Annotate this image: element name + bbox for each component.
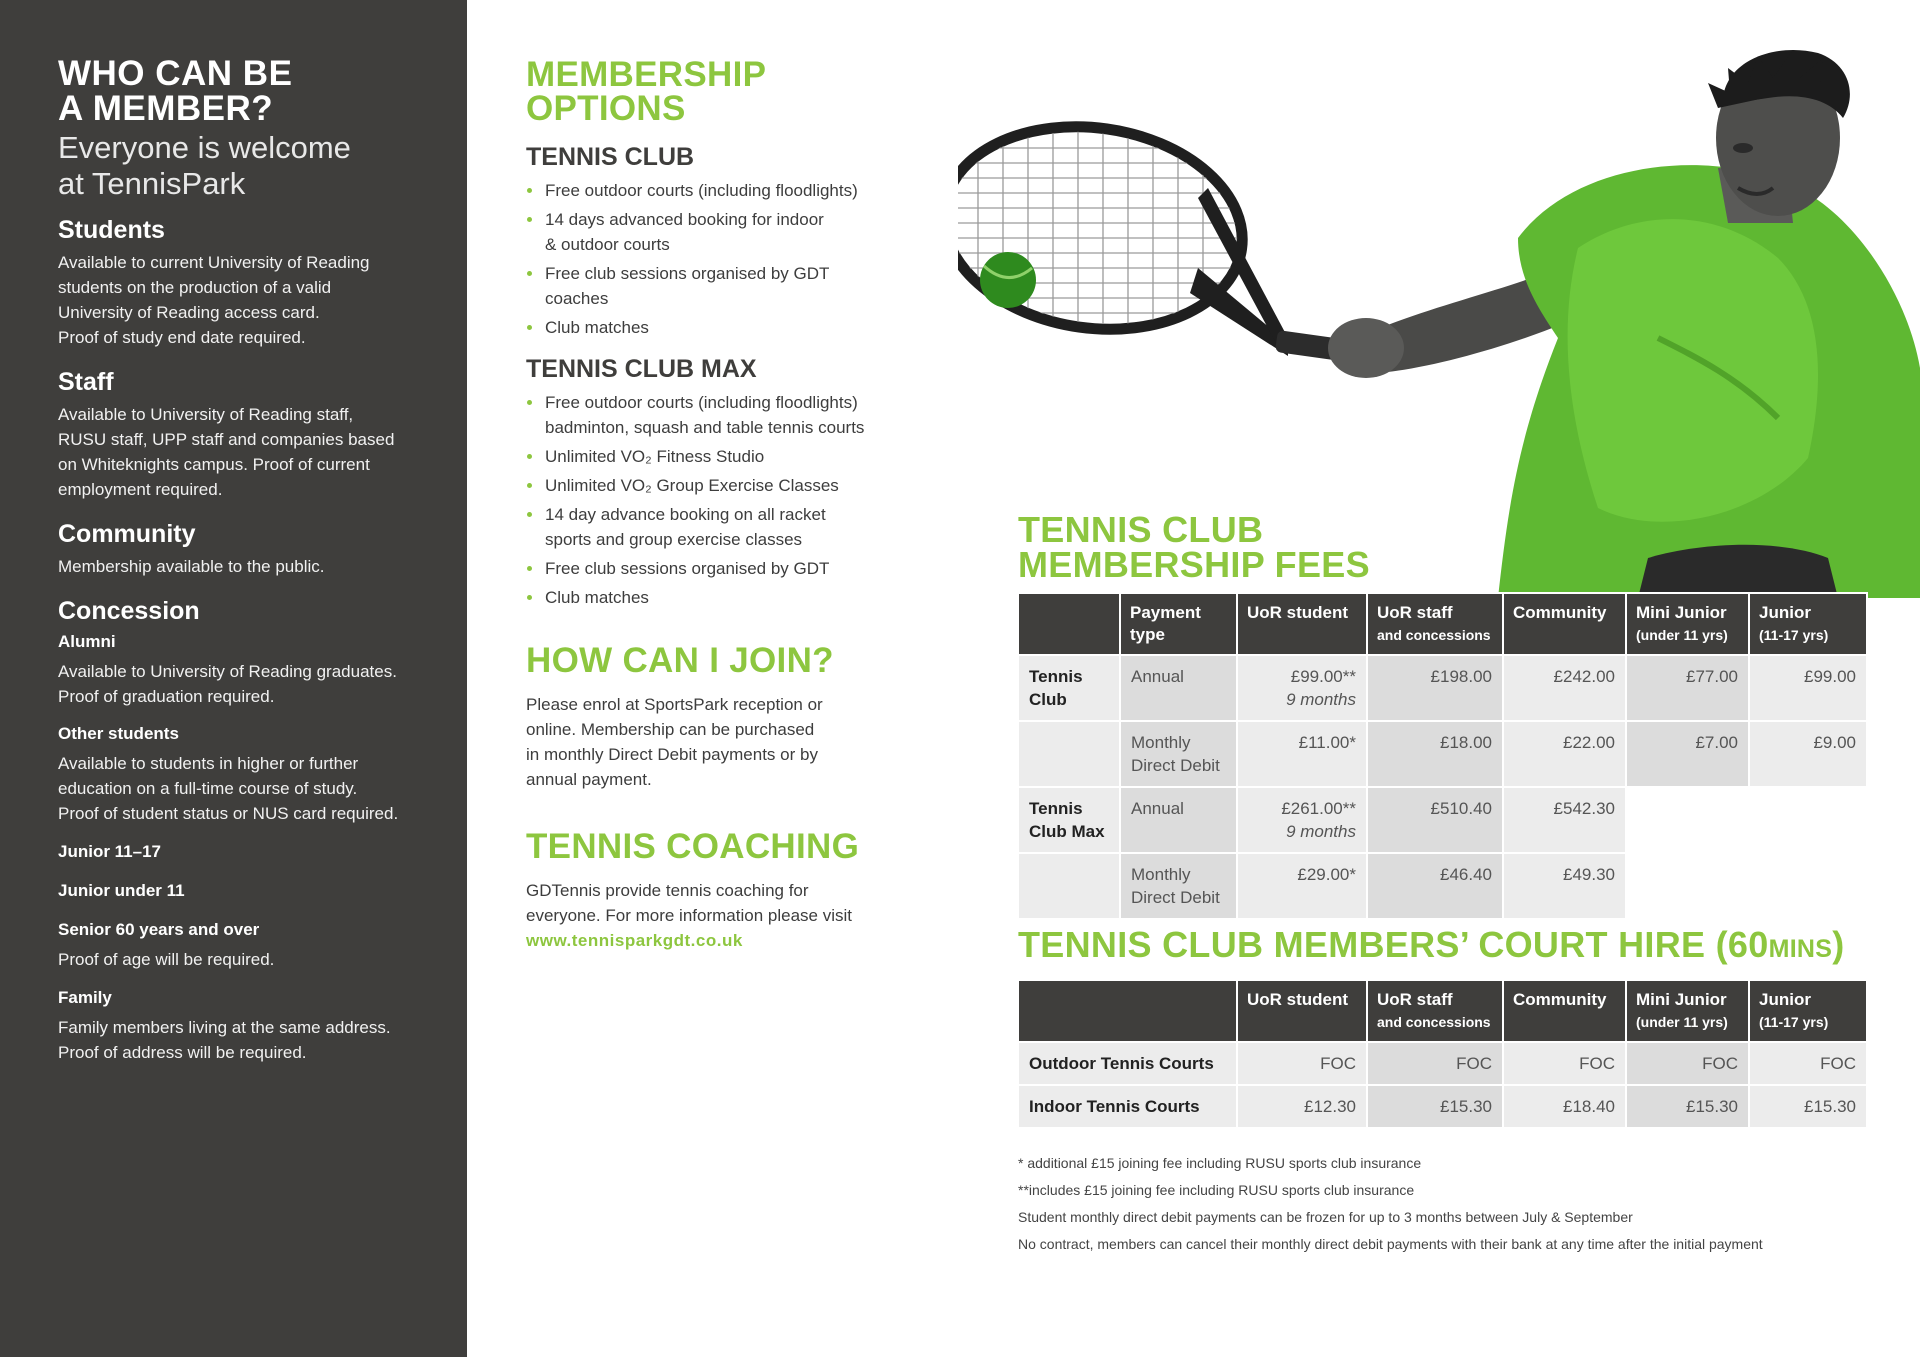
payment-type-line: Monthly <box>1131 865 1191 884</box>
list-item <box>526 390 906 440</box>
students-text <box>58 250 448 350</box>
title-line: MEMBERSHIP FEES <box>1018 544 1370 585</box>
list-item-line: & outdoor courts <box>545 235 670 254</box>
coaching-link-line <box>526 928 906 953</box>
fee-value: £261.00** <box>1281 799 1356 818</box>
column-header <box>1237 980 1367 1042</box>
hire-row <box>1018 1042 1867 1085</box>
sidebar <box>0 0 467 1357</box>
text-line: Available to University of Reading graduates. <box>58 662 397 681</box>
payment-type <box>1120 721 1237 787</box>
concession-heading: Concession <box>58 597 200 625</box>
list-item-line: 14 day advance booking on all racket <box>545 505 826 524</box>
list-item-line: 14 days advanced booking for indoor <box>545 210 824 229</box>
list-item-line: coaches <box>545 289 609 308</box>
community-fee <box>1503 655 1626 721</box>
text-line: Family members living at the same address. <box>58 1018 391 1037</box>
payment-type-line: Direct Debit <box>1131 888 1220 907</box>
junior-fee <box>1749 721 1867 787</box>
list-item <box>526 473 906 498</box>
list-item <box>526 178 906 203</box>
title-line: TENNIS CLUB <box>1018 509 1264 550</box>
row-label <box>1018 721 1120 787</box>
fee-note: 9 months <box>1286 822 1356 841</box>
column-header <box>1120 593 1237 655</box>
footnote: **includes £15 joining fee including RUSU sports club insurance <box>1018 1182 1415 1198</box>
court-hire-title <box>1018 924 1845 966</box>
text-line: on Whiteknights campus. Proof of current <box>58 455 370 474</box>
fee-value: £29.00* <box>1297 865 1356 884</box>
list-item-line: Free club sessions organised by GDT <box>545 559 830 578</box>
junior-under-11-heading: Junior under 11 <box>58 881 185 900</box>
column-header <box>1237 593 1367 655</box>
how-to-join-title: HOW CAN I JOIN? <box>526 641 834 680</box>
text-line: University of Reading access card. <box>58 303 320 322</box>
column-header-sublabel: (under 11 yrs) <box>1636 627 1728 643</box>
tennis-racket-icon <box>958 108 1372 365</box>
fees-header-row <box>1018 593 1867 655</box>
payment-type <box>1120 853 1237 919</box>
column-header <box>1626 980 1749 1042</box>
tennis-ball-icon <box>980 252 1036 308</box>
column-header-label: Mini Junior <box>1636 990 1727 1009</box>
fees-body <box>1018 655 1867 919</box>
text-line: Available to current University of Reading <box>58 253 370 272</box>
community-fee <box>1503 721 1626 787</box>
text-line: Proof of address will be required. <box>58 1043 307 1062</box>
fee-value: £542.30 <box>1553 799 1615 818</box>
sidebar-title-line: WHO CAN BE <box>58 54 293 93</box>
fee-value: £9.00 <box>1813 733 1856 752</box>
uor-staff-fee <box>1367 655 1503 721</box>
column-header-label: Community <box>1513 603 1607 622</box>
fee-value: £18.00 <box>1440 733 1492 752</box>
senior-heading: Senior 60 years and over <box>58 920 260 939</box>
footnote: Student monthly direct debit payments can be frozen for up to 3 months between July & September <box>1018 1209 1633 1225</box>
column-header <box>1367 980 1503 1042</box>
column-header-label: UoR student <box>1247 603 1349 622</box>
tennis-club-max-benefits-list <box>526 390 906 610</box>
column-header-sublabel: and concessions <box>1377 1014 1491 1030</box>
uor-student-fee <box>1237 787 1367 853</box>
fee-value: £49.30 <box>1563 865 1615 884</box>
payment-type <box>1120 787 1237 853</box>
list-item <box>526 315 906 340</box>
row-label <box>1018 787 1120 853</box>
staff-text <box>58 402 448 502</box>
text-line: Proof of age will be required. <box>58 950 275 969</box>
junior-fee <box>1749 787 1867 853</box>
court-hire-price: FOC <box>1237 1042 1367 1085</box>
court-hire-price: £18.40 <box>1503 1085 1626 1128</box>
column-header-sublabel: (under 11 yrs) <box>1636 1014 1728 1030</box>
sidebar-subtitle-line: at TennisPark <box>58 166 246 201</box>
payment-type-line: Annual <box>1131 799 1184 818</box>
row-label-line: Tennis <box>1029 799 1083 818</box>
column-header <box>1503 593 1626 655</box>
text-line: Membership available to the public. <box>58 557 325 576</box>
fee-value: £46.40 <box>1440 865 1492 884</box>
tennis-coaching-text <box>526 878 906 928</box>
row-label <box>1018 655 1120 721</box>
column-header-label: UoR staff <box>1377 990 1453 1009</box>
fees-row <box>1018 787 1867 853</box>
list-item-line: Free outdoor courts (including floodlights) <box>545 181 858 200</box>
mini-junior-fee <box>1626 721 1749 787</box>
payment-type <box>1120 655 1237 721</box>
payment-type-line: Monthly <box>1131 733 1191 752</box>
list-item-line: sports and group exercise classes <box>545 530 803 549</box>
list-item-line: Club matches <box>545 318 649 337</box>
tennis-coaching-title: TENNIS COACHING <box>526 827 860 866</box>
column-header-label: Mini Junior <box>1636 603 1727 622</box>
column-header <box>1626 593 1749 655</box>
row-label-line: Tennis <box>1029 667 1083 686</box>
text-line: Proof of graduation required. <box>58 687 275 706</box>
mini-junior-fee <box>1626 787 1749 853</box>
list-item-line: Unlimited VO₂ Fitness Studio <box>545 447 765 466</box>
list-item <box>526 207 906 257</box>
fee-value: £510.40 <box>1430 799 1492 818</box>
senior-text <box>58 947 448 972</box>
fee-value: £7.00 <box>1695 733 1738 752</box>
column-header-label: Junior <box>1759 990 1811 1009</box>
text-line: Available to students in higher or further <box>58 754 359 773</box>
mini-junior-fee <box>1626 853 1749 919</box>
text-line: Available to University of Reading staff, <box>58 405 354 424</box>
court-hire-title-mins: MINS <box>1768 935 1833 963</box>
footnotes <box>1018 1150 1898 1258</box>
list-item <box>526 585 906 610</box>
staff-heading: Staff <box>58 368 114 396</box>
column-header <box>1503 980 1626 1042</box>
court-hire-price: FOC <box>1749 1042 1867 1085</box>
text-line: education on a full-time course of study. <box>58 779 358 798</box>
fee-value: £99.00** <box>1290 667 1356 686</box>
alumni-heading: Alumni <box>58 632 116 651</box>
how-to-join-text <box>526 692 906 792</box>
court-hire-price: £15.30 <box>1367 1085 1503 1128</box>
community-fee <box>1503 787 1626 853</box>
text-line: online. Membership can be purchased <box>526 720 815 739</box>
court-hire-price: £12.30 <box>1237 1085 1367 1128</box>
uor-student-fee <box>1237 853 1367 919</box>
text-line: students on the production of a valid <box>58 278 332 297</box>
column-header-sublabel: type <box>1130 625 1165 644</box>
hire-row <box>1018 1085 1867 1128</box>
payment-type-line: Annual <box>1131 667 1184 686</box>
list-item-line: Unlimited VO₂ Group Exercise Classes <box>545 476 839 495</box>
membership-options-title <box>526 55 906 128</box>
community-heading: Community <box>58 520 196 548</box>
tennis-club-benefits-list <box>526 178 906 340</box>
alumni-text <box>58 659 448 709</box>
court-hire-price: FOC <box>1503 1042 1626 1085</box>
column-header-label: UoR student <box>1247 990 1349 1009</box>
sidebar-subtitle-line: Everyone is welcome <box>58 130 351 165</box>
row-label-line: Club <box>1029 690 1067 709</box>
text-line: everyone. For more information please visit <box>526 906 852 925</box>
fees-row <box>1018 655 1867 721</box>
mini-junior-fee <box>1626 655 1749 721</box>
column-header-label: Community <box>1513 990 1607 1009</box>
payment-type-line: Direct Debit <box>1131 756 1220 775</box>
junior-fee <box>1749 655 1867 721</box>
court-hire-price: £15.30 <box>1626 1085 1749 1128</box>
column-header <box>1749 593 1867 655</box>
column-header-sublabel: and concessions <box>1377 627 1491 643</box>
hire-body <box>1018 1042 1867 1128</box>
footnote: No contract, members can cancel their monthly direct debit payments with their bank at any time after the initial payment <box>1018 1236 1763 1252</box>
students-heading: Students <box>58 216 165 244</box>
text-line: Please enrol at SportsPark reception or <box>526 695 823 714</box>
tennis-club-max-heading: TENNIS CLUB MAX <box>526 355 757 383</box>
text-line: GDTennis provide tennis coaching for <box>526 881 809 900</box>
fee-value: £99.00 <box>1804 667 1856 686</box>
fee-value: £198.00 <box>1430 667 1492 686</box>
text-line: annual payment. <box>526 770 652 789</box>
uor-staff-fee <box>1367 721 1503 787</box>
column-header-label: UoR staff <box>1377 603 1453 622</box>
family-text <box>58 1015 448 1065</box>
coaching-website-link[interactable]: www.tennisparkgdt.co.uk <box>526 931 743 950</box>
other-students-heading: Other students <box>58 724 179 743</box>
court-hire-title-close: ) <box>1832 924 1845 965</box>
list-item <box>526 444 906 469</box>
column-header <box>1018 593 1120 655</box>
hire-header-row <box>1018 980 1867 1042</box>
community-fee <box>1503 853 1626 919</box>
junior-11-17-heading: Junior 11–17 <box>58 842 162 861</box>
list-item-line: badminton, squash and table tennis courts <box>545 418 865 437</box>
column-header <box>1749 980 1867 1042</box>
court-type-label: Indoor Tennis Courts <box>1018 1085 1237 1128</box>
uor-student-fee <box>1237 655 1367 721</box>
column-header-sublabel: (11-17 yrs) <box>1759 627 1829 643</box>
court-hire-price: £15.30 <box>1749 1085 1867 1128</box>
footnote: * additional £15 joining fee including RUSU sports club insurance <box>1018 1155 1422 1171</box>
tennis-club-heading: TENNIS CLUB <box>526 143 695 171</box>
membership-options-column <box>526 55 906 953</box>
fee-value: £22.00 <box>1563 733 1615 752</box>
list-item-line: Free outdoor courts (including floodlights) <box>545 393 858 412</box>
player-figure <box>1328 50 1920 598</box>
uor-student-fee <box>1237 721 1367 787</box>
fee-value: £242.00 <box>1553 667 1615 686</box>
list-item <box>526 261 906 311</box>
sidebar-subtitle <box>58 130 448 202</box>
title-line: MEMBERSHIP <box>526 55 767 94</box>
text-line: Proof of study end date required. <box>58 328 306 347</box>
court-hire-title-block <box>1018 924 1845 966</box>
other-students-text <box>58 751 448 826</box>
fees-title <box>1018 509 1370 585</box>
uor-staff-fee <box>1367 787 1503 853</box>
junior-fee <box>1749 853 1867 919</box>
text-line: employment required. <box>58 480 223 499</box>
column-header-sublabel: (11-17 yrs) <box>1759 1014 1829 1030</box>
fee-note: 9 months <box>1286 690 1356 709</box>
row-label <box>1018 853 1120 919</box>
column-header-label: Payment <box>1130 603 1201 622</box>
court-hire-price: FOC <box>1626 1042 1749 1085</box>
column-header <box>1018 980 1237 1042</box>
list-item <box>526 502 906 552</box>
list-item-line: Free club sessions organised by GDT <box>545 264 830 283</box>
column-header <box>1367 593 1503 655</box>
fees-title-block <box>1018 509 1370 585</box>
fees-row <box>1018 721 1867 787</box>
row-label-line: Club Max <box>1029 822 1105 841</box>
list-item-line: Club matches <box>545 588 649 607</box>
sidebar-title-line: A MEMBER? <box>58 89 274 128</box>
court-hire-table <box>1017 979 1868 1129</box>
fee-value: £11.00* <box>1298 733 1356 752</box>
text-line: in monthly Direct Debit payments or by <box>526 745 818 764</box>
membership-fees-table <box>1017 592 1868 920</box>
uor-staff-fee <box>1367 853 1503 919</box>
court-hire-price: FOC <box>1367 1042 1503 1085</box>
fee-value: £77.00 <box>1686 667 1738 686</box>
family-heading: Family <box>58 988 112 1007</box>
court-hire-title-text: TENNIS CLUB MEMBERS’ COURT HIRE (60 <box>1018 924 1769 965</box>
fees-row <box>1018 853 1867 919</box>
title-line: OPTIONS <box>526 89 686 128</box>
sidebar-title <box>58 56 448 126</box>
list-item <box>526 556 906 581</box>
text-line: RUSU staff, UPP staff and companies based <box>58 430 395 449</box>
text-line: Proof of student status or NUS card required. <box>58 804 399 823</box>
court-type-label: Outdoor Tennis Courts <box>1018 1042 1237 1085</box>
column-header-label: Junior <box>1759 603 1811 622</box>
community-text <box>58 554 448 579</box>
